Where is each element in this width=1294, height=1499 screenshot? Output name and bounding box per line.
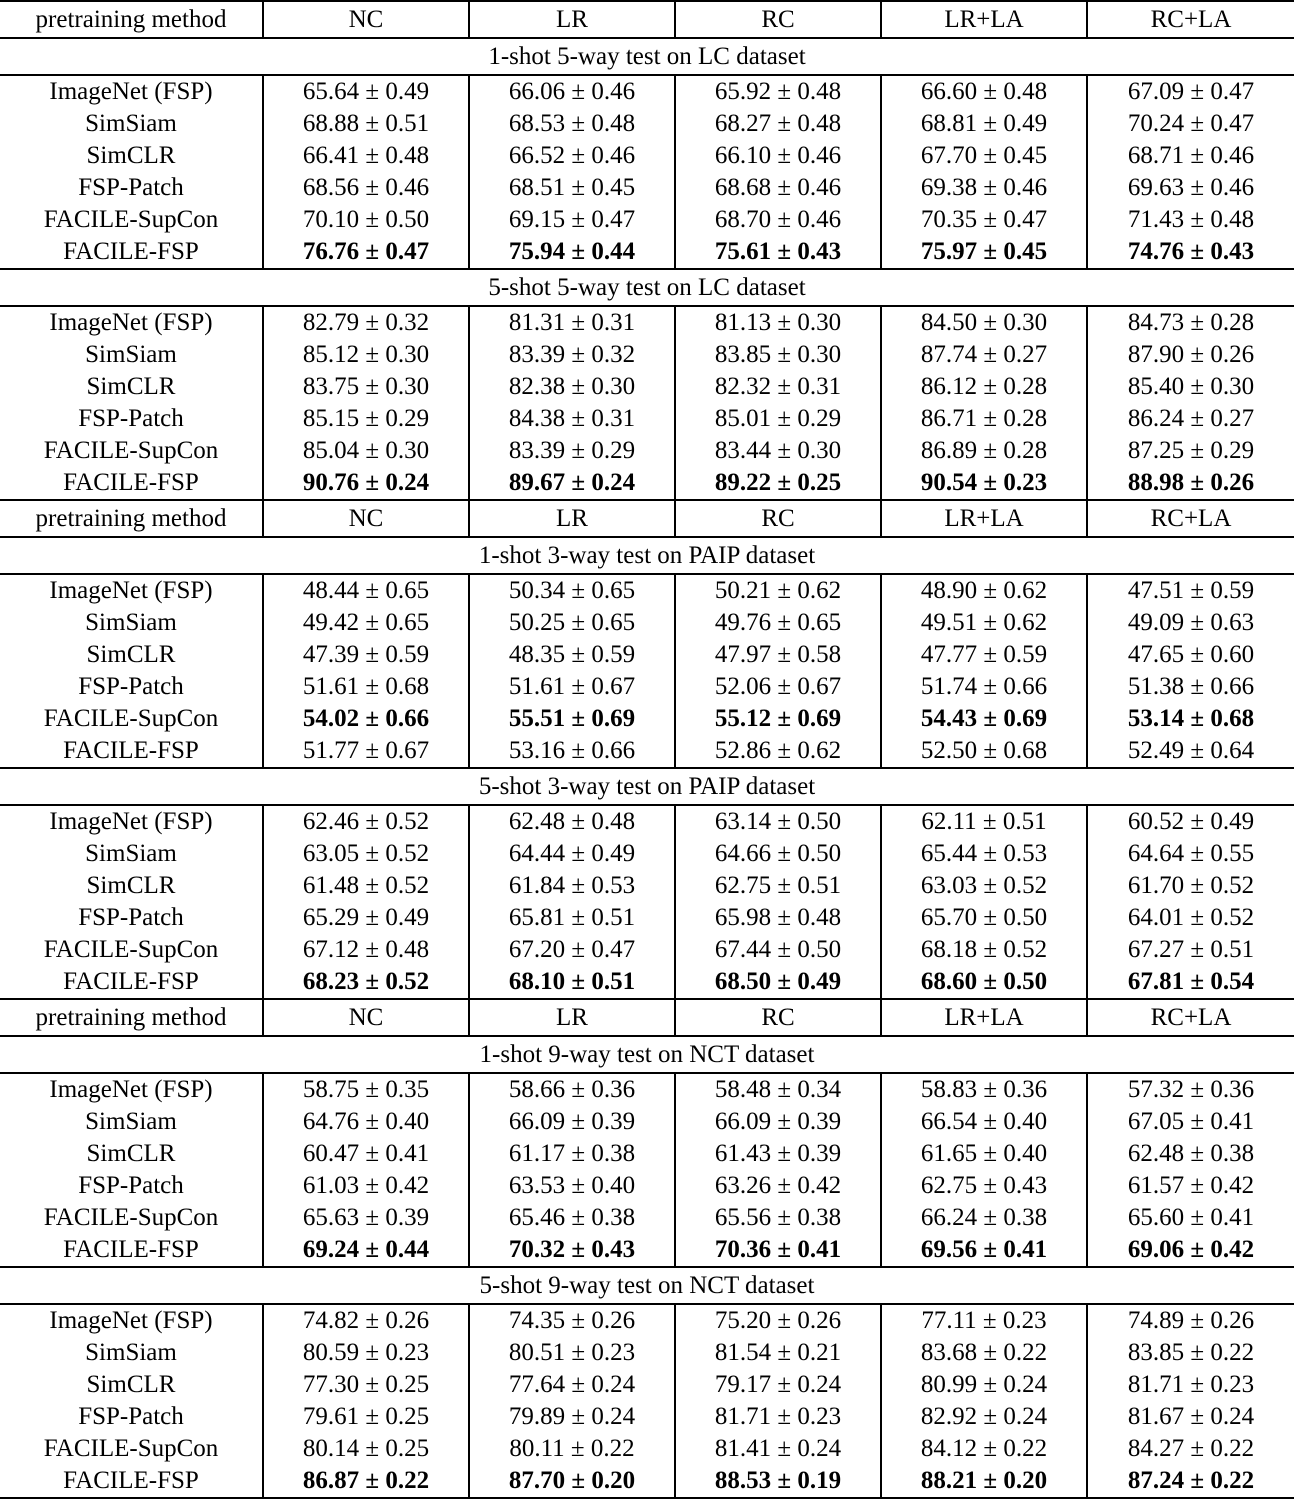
method-name: ImageNet (FSP)	[49, 1307, 213, 1334]
result-value: 49.09 ± 0.63	[1087, 607, 1294, 639]
result-value: 68.27 ± 0.48	[675, 108, 881, 140]
result-value: 80.11 ± 0.22	[469, 1433, 675, 1465]
table-row	[0, 1234, 1294, 1267]
result-value: 75.61 ± 0.43	[675, 236, 881, 269]
result-value: 68.50 ± 0.49	[675, 966, 881, 999]
result-value: 83.85 ± 0.30	[675, 339, 881, 371]
section-title: 1-shot 5-way test on LC dataset	[0, 38, 1294, 75]
result-value: 76.76 ± 0.47	[263, 236, 469, 269]
method-name: SimSiam	[85, 840, 177, 867]
result-value: 48.35 ± 0.59	[469, 639, 675, 671]
table-row	[0, 75, 1294, 108]
result-value: 70.35 ± 0.47	[881, 204, 1087, 236]
result-value: 84.50 ± 0.30	[881, 306, 1087, 339]
result-value: 85.04 ± 0.30	[263, 435, 469, 467]
method-name: ImageNet (FSP)	[49, 808, 213, 835]
result-value: 68.60 ± 0.50	[881, 966, 1087, 999]
result-value: 68.70 ± 0.46	[675, 204, 881, 236]
method-name: FACILE-SupCon	[43, 936, 219, 963]
result-value: 79.17 ± 0.24	[675, 1369, 881, 1401]
result-value: 81.54 ± 0.21	[675, 1337, 881, 1369]
result-value: 70.24 ± 0.47	[1087, 108, 1294, 140]
result-value: 68.56 ± 0.46	[263, 172, 469, 204]
method-name: SimCLR	[86, 142, 176, 169]
method-column-header: pretraining method	[0, 1, 263, 38]
result-value: 62.48 ± 0.48	[469, 805, 675, 838]
result-value: 75.94 ± 0.44	[469, 236, 675, 269]
result-value: 58.48 ± 0.34	[675, 1073, 881, 1106]
result-value: 83.39 ± 0.32	[469, 339, 675, 371]
column-header: NC	[263, 500, 469, 537]
section-title-row	[0, 768, 1294, 805]
method-name: SimCLR	[86, 1140, 176, 1167]
result-value: 57.32 ± 0.36	[1087, 1073, 1294, 1106]
result-value: 69.56 ± 0.41	[881, 1234, 1087, 1267]
method-name: SimCLR	[86, 641, 176, 668]
method-name: FACILE-FSP	[63, 1236, 199, 1263]
section-title-row	[0, 1267, 1294, 1304]
result-value: 66.41 ± 0.48	[263, 140, 469, 172]
result-value: 69.63 ± 0.46	[1087, 172, 1294, 204]
result-value: 61.84 ± 0.53	[469, 870, 675, 902]
result-value: 65.64 ± 0.49	[263, 75, 469, 108]
result-value: 77.64 ± 0.24	[469, 1369, 675, 1401]
table-row	[0, 805, 1294, 838]
result-value: 52.86 ± 0.62	[675, 735, 881, 768]
result-value: 84.73 ± 0.28	[1087, 306, 1294, 339]
result-value: 66.52 ± 0.46	[469, 140, 675, 172]
result-value: 90.54 ± 0.23	[881, 467, 1087, 500]
column-header-row	[0, 999, 1294, 1036]
result-value: 66.09 ± 0.39	[469, 1106, 675, 1138]
table-row	[0, 1337, 1294, 1369]
result-value: 63.03 ± 0.52	[881, 870, 1087, 902]
column-header: NC	[263, 1, 469, 38]
result-value: 51.38 ± 0.66	[1087, 671, 1294, 703]
result-value: 60.52 ± 0.49	[1087, 805, 1294, 838]
result-value: 80.51 ± 0.23	[469, 1337, 675, 1369]
result-value: 70.36 ± 0.41	[675, 1234, 881, 1267]
table-row	[0, 1401, 1294, 1433]
result-value: 82.38 ± 0.30	[469, 371, 675, 403]
result-value: 65.44 ± 0.53	[881, 838, 1087, 870]
section-title-row	[0, 38, 1294, 75]
result-value: 81.41 ± 0.24	[675, 1433, 881, 1465]
method-column-header: pretraining method	[0, 999, 263, 1036]
result-value: 61.43 ± 0.39	[675, 1138, 881, 1170]
result-value: 49.42 ± 0.65	[263, 607, 469, 639]
result-value: 47.51 ± 0.59	[1087, 574, 1294, 607]
column-header: RC+LA	[1087, 1, 1294, 38]
table-row	[0, 870, 1294, 902]
result-value: 87.74 ± 0.27	[881, 339, 1087, 371]
result-value: 70.32 ± 0.43	[469, 1234, 675, 1267]
result-value: 85.40 ± 0.30	[1087, 371, 1294, 403]
method-name: FACILE-SupCon	[43, 437, 219, 464]
result-value: 68.53 ± 0.48	[469, 108, 675, 140]
method-name: FACILE-FSP	[63, 238, 199, 265]
method-name: FACILE-FSP	[63, 469, 199, 496]
section-title: 5-shot 3-way test on PAIP dataset	[0, 768, 1294, 805]
result-value: 87.24 ± 0.22	[1087, 1465, 1294, 1498]
result-value: 82.92 ± 0.24	[881, 1401, 1087, 1433]
result-value: 51.77 ± 0.67	[263, 735, 469, 768]
result-value: 69.15 ± 0.47	[469, 204, 675, 236]
result-value: 69.24 ± 0.44	[263, 1234, 469, 1267]
result-value: 68.23 ± 0.52	[263, 966, 469, 999]
result-value: 48.44 ± 0.65	[263, 574, 469, 607]
result-value: 67.70 ± 0.45	[881, 140, 1087, 172]
result-value: 64.44 ± 0.49	[469, 838, 675, 870]
result-value: 55.12 ± 0.69	[675, 703, 881, 735]
result-value: 61.17 ± 0.38	[469, 1138, 675, 1170]
result-value: 84.27 ± 0.22	[1087, 1433, 1294, 1465]
method-name: FACILE-SupCon	[43, 1435, 219, 1462]
result-value: 83.68 ± 0.22	[881, 1337, 1087, 1369]
column-header: RC	[675, 999, 881, 1036]
result-value: 70.10 ± 0.50	[263, 204, 469, 236]
column-header: LR+LA	[881, 500, 1087, 537]
table-row	[0, 574, 1294, 607]
result-value: 69.38 ± 0.46	[881, 172, 1087, 204]
result-value: 64.76 ± 0.40	[263, 1106, 469, 1138]
result-value: 67.27 ± 0.51	[1087, 934, 1294, 966]
result-value: 81.31 ± 0.31	[469, 306, 675, 339]
section-title-row	[0, 1036, 1294, 1073]
result-value: 51.61 ± 0.68	[263, 671, 469, 703]
result-value: 50.25 ± 0.65	[469, 607, 675, 639]
result-value: 63.05 ± 0.52	[263, 838, 469, 870]
result-value: 67.05 ± 0.41	[1087, 1106, 1294, 1138]
result-value: 88.21 ± 0.20	[881, 1465, 1087, 1498]
result-value: 66.10 ± 0.46	[675, 140, 881, 172]
result-value: 74.82 ± 0.26	[263, 1304, 469, 1337]
result-value: 84.12 ± 0.22	[881, 1433, 1087, 1465]
result-value: 87.25 ± 0.29	[1087, 435, 1294, 467]
result-value: 86.12 ± 0.28	[881, 371, 1087, 403]
result-value: 65.56 ± 0.38	[675, 1202, 881, 1234]
column-header: LR+LA	[881, 1, 1087, 38]
table-row	[0, 671, 1294, 703]
result-value: 49.76 ± 0.65	[675, 607, 881, 639]
result-value: 85.12 ± 0.30	[263, 339, 469, 371]
column-header: RC	[675, 500, 881, 537]
column-header: LR	[469, 500, 675, 537]
result-value: 47.65 ± 0.60	[1087, 639, 1294, 671]
result-value: 63.14 ± 0.50	[675, 805, 881, 838]
result-value: 61.70 ± 0.52	[1087, 870, 1294, 902]
result-value: 85.15 ± 0.29	[263, 403, 469, 435]
result-value: 61.48 ± 0.52	[263, 870, 469, 902]
table-row	[0, 1202, 1294, 1234]
method-name: ImageNet (FSP)	[49, 577, 213, 604]
table-row	[0, 966, 1294, 999]
result-value: 65.46 ± 0.38	[469, 1202, 675, 1234]
result-value: 63.53 ± 0.40	[469, 1170, 675, 1202]
result-value: 83.75 ± 0.30	[263, 371, 469, 403]
result-value: 69.06 ± 0.42	[1087, 1234, 1294, 1267]
result-value: 74.76 ± 0.43	[1087, 236, 1294, 269]
method-name: FACILE-SupCon	[43, 1204, 219, 1231]
method-name: FACILE-FSP	[63, 737, 199, 764]
result-value: 83.44 ± 0.30	[675, 435, 881, 467]
result-value: 75.97 ± 0.45	[881, 236, 1087, 269]
result-value: 88.53 ± 0.19	[675, 1465, 881, 1498]
result-value: 84.38 ± 0.31	[469, 403, 675, 435]
column-header-row	[0, 500, 1294, 537]
result-value: 90.76 ± 0.24	[263, 467, 469, 500]
section-title-row	[0, 269, 1294, 306]
section-title: 1-shot 3-way test on PAIP dataset	[0, 537, 1294, 574]
result-value: 47.77 ± 0.59	[881, 639, 1087, 671]
method-name: SimSiam	[85, 1339, 177, 1366]
result-value: 75.20 ± 0.26	[675, 1304, 881, 1337]
result-value: 71.43 ± 0.48	[1087, 204, 1294, 236]
column-header: LR	[469, 1, 675, 38]
result-value: 61.57 ± 0.42	[1087, 1170, 1294, 1202]
result-value: 79.89 ± 0.24	[469, 1401, 675, 1433]
table-row	[0, 639, 1294, 671]
result-value: 79.61 ± 0.25	[263, 1401, 469, 1433]
result-value: 54.02 ± 0.66	[263, 703, 469, 735]
method-name: FSP-Patch	[78, 174, 184, 201]
result-value: 74.89 ± 0.26	[1087, 1304, 1294, 1337]
table-row	[0, 236, 1294, 269]
column-header: LR	[469, 999, 675, 1036]
result-value: 89.67 ± 0.24	[469, 467, 675, 500]
table-row	[0, 108, 1294, 140]
method-name: FSP-Patch	[78, 1172, 184, 1199]
table-row	[0, 1106, 1294, 1138]
result-value: 67.12 ± 0.48	[263, 934, 469, 966]
result-value: 62.75 ± 0.51	[675, 870, 881, 902]
result-value: 65.70 ± 0.50	[881, 902, 1087, 934]
table-row	[0, 607, 1294, 639]
method-name: SimCLR	[86, 1371, 176, 1398]
results-table-body	[0, 1, 1294, 1498]
result-value: 58.83 ± 0.36	[881, 1073, 1087, 1106]
result-value: 51.61 ± 0.67	[469, 671, 675, 703]
result-value: 52.50 ± 0.68	[881, 735, 1087, 768]
table-row	[0, 703, 1294, 735]
result-value: 65.81 ± 0.51	[469, 902, 675, 934]
table-row	[0, 1465, 1294, 1498]
result-value: 54.43 ± 0.69	[881, 703, 1087, 735]
result-value: 66.06 ± 0.46	[469, 75, 675, 108]
result-value: 51.74 ± 0.66	[881, 671, 1087, 703]
result-value: 68.71 ± 0.46	[1087, 140, 1294, 172]
table-row	[0, 435, 1294, 467]
result-value: 81.71 ± 0.23	[675, 1401, 881, 1433]
result-value: 53.14 ± 0.68	[1087, 703, 1294, 735]
table-row	[0, 735, 1294, 768]
result-value: 58.66 ± 0.36	[469, 1073, 675, 1106]
result-value: 64.64 ± 0.55	[1087, 838, 1294, 870]
method-column-header: pretraining method	[0, 500, 263, 537]
column-header: LR+LA	[881, 999, 1087, 1036]
method-name: SimSiam	[85, 1108, 177, 1135]
result-value: 77.30 ± 0.25	[263, 1369, 469, 1401]
method-name: SimCLR	[86, 872, 176, 899]
table-row	[0, 1304, 1294, 1337]
method-name: SimSiam	[85, 110, 177, 137]
section-title: 5-shot 9-way test on NCT dataset	[0, 1267, 1294, 1304]
result-value: 68.18 ± 0.52	[881, 934, 1087, 966]
result-value: 62.46 ± 0.52	[263, 805, 469, 838]
method-name: ImageNet (FSP)	[49, 309, 213, 336]
result-value: 48.90 ± 0.62	[881, 574, 1087, 607]
result-value: 81.67 ± 0.24	[1087, 1401, 1294, 1433]
section-title: 1-shot 9-way test on NCT dataset	[0, 1036, 1294, 1073]
result-value: 49.51 ± 0.62	[881, 607, 1087, 639]
result-value: 80.99 ± 0.24	[881, 1369, 1087, 1401]
result-value: 88.98 ± 0.26	[1087, 467, 1294, 500]
method-name: FSP-Patch	[78, 904, 184, 931]
method-name: SimSiam	[85, 609, 177, 636]
table-row	[0, 1433, 1294, 1465]
result-value: 65.29 ± 0.49	[263, 902, 469, 934]
result-value: 74.35 ± 0.26	[469, 1304, 675, 1337]
table-row	[0, 403, 1294, 435]
result-value: 67.20 ± 0.47	[469, 934, 675, 966]
result-value: 60.47 ± 0.41	[263, 1138, 469, 1170]
result-value: 62.48 ± 0.38	[1087, 1138, 1294, 1170]
method-name: FACILE-SupCon	[43, 206, 219, 233]
section-title: 5-shot 5-way test on LC dataset	[0, 269, 1294, 306]
result-value: 61.03 ± 0.42	[263, 1170, 469, 1202]
table-row	[0, 1369, 1294, 1401]
result-value: 53.16 ± 0.66	[469, 735, 675, 768]
method-name: FACILE-SupCon	[43, 705, 219, 732]
result-value: 68.81 ± 0.49	[881, 108, 1087, 140]
method-name: ImageNet (FSP)	[49, 1076, 213, 1103]
result-value: 83.85 ± 0.22	[1087, 1337, 1294, 1369]
column-header-row	[0, 1, 1294, 38]
table-row	[0, 467, 1294, 500]
method-name: FACILE-FSP	[0, 1465, 263, 1498]
section-title-row	[0, 537, 1294, 574]
result-value: 52.06 ± 0.67	[675, 671, 881, 703]
table-row	[0, 306, 1294, 339]
method-name: SimSiam	[85, 341, 177, 368]
result-value: 67.09 ± 0.47	[1087, 75, 1294, 108]
method-name: SimCLR	[86, 373, 176, 400]
result-value: 80.59 ± 0.23	[263, 1337, 469, 1369]
result-value: 82.32 ± 0.31	[675, 371, 881, 403]
method-name: FSP-Patch	[78, 405, 184, 432]
result-value: 62.11 ± 0.51	[881, 805, 1087, 838]
result-value: 62.75 ± 0.43	[881, 1170, 1087, 1202]
result-value: 52.49 ± 0.64	[1087, 735, 1294, 768]
table-row	[0, 204, 1294, 236]
result-value: 65.60 ± 0.41	[1087, 1202, 1294, 1234]
result-value: 64.01 ± 0.52	[1087, 902, 1294, 934]
result-value: 83.39 ± 0.29	[469, 435, 675, 467]
result-value: 63.26 ± 0.42	[675, 1170, 881, 1202]
method-name: FSP-Patch	[78, 673, 184, 700]
method-name: FSP-Patch	[78, 1403, 184, 1430]
table-row	[0, 1073, 1294, 1106]
result-value: 82.79 ± 0.32	[263, 306, 469, 339]
result-value: 86.24 ± 0.27	[1087, 403, 1294, 435]
result-value: 68.51 ± 0.45	[469, 172, 675, 204]
result-value: 66.54 ± 0.40	[881, 1106, 1087, 1138]
result-value: 58.75 ± 0.35	[263, 1073, 469, 1106]
result-value: 68.88 ± 0.51	[263, 108, 469, 140]
result-value: 86.89 ± 0.28	[881, 435, 1087, 467]
result-value: 67.81 ± 0.54	[1087, 966, 1294, 999]
result-value: 50.21 ± 0.62	[675, 574, 881, 607]
result-value: 65.63 ± 0.39	[263, 1202, 469, 1234]
result-value: 77.11 ± 0.23	[881, 1304, 1087, 1337]
result-value: 47.97 ± 0.58	[675, 639, 881, 671]
table-row	[0, 934, 1294, 966]
result-value: 81.13 ± 0.30	[675, 306, 881, 339]
result-value: 87.70 ± 0.20	[469, 1465, 675, 1498]
table-row	[0, 172, 1294, 204]
result-value: 85.01 ± 0.29	[675, 403, 881, 435]
result-value: 67.44 ± 0.50	[675, 934, 881, 966]
result-value: 80.14 ± 0.25	[263, 1433, 469, 1465]
result-value: 65.98 ± 0.48	[675, 902, 881, 934]
column-header: RC+LA	[1087, 999, 1294, 1036]
column-header: RC	[675, 1, 881, 38]
table-row	[0, 1170, 1294, 1202]
result-value: 87.90 ± 0.26	[1087, 339, 1294, 371]
table-row	[0, 1138, 1294, 1170]
result-value: 66.60 ± 0.48	[881, 75, 1087, 108]
method-name: FACILE-FSP	[63, 968, 199, 995]
result-value: 86.71 ± 0.28	[881, 403, 1087, 435]
result-value: 86.87 ± 0.22	[263, 1465, 469, 1498]
table-row	[0, 371, 1294, 403]
table-row	[0, 339, 1294, 371]
column-header: RC+LA	[1087, 500, 1294, 537]
result-value: 89.22 ± 0.25	[675, 467, 881, 500]
method-name: ImageNet (FSP)	[49, 78, 213, 105]
result-value: 68.10 ± 0.51	[469, 966, 675, 999]
table-row	[0, 140, 1294, 172]
result-value: 65.92 ± 0.48	[675, 75, 881, 108]
column-header: NC	[263, 999, 469, 1036]
result-value: 66.09 ± 0.39	[675, 1106, 881, 1138]
result-value: 68.68 ± 0.46	[675, 172, 881, 204]
result-value: 64.66 ± 0.50	[675, 838, 881, 870]
result-value: 47.39 ± 0.59	[263, 639, 469, 671]
table-row	[0, 902, 1294, 934]
result-value: 55.51 ± 0.69	[469, 703, 675, 735]
result-value: 50.34 ± 0.65	[469, 574, 675, 607]
table-row	[0, 838, 1294, 870]
result-value: 61.65 ± 0.40	[881, 1138, 1087, 1170]
result-value: 81.71 ± 0.23	[1087, 1369, 1294, 1401]
result-value: 66.24 ± 0.38	[881, 1202, 1087, 1234]
